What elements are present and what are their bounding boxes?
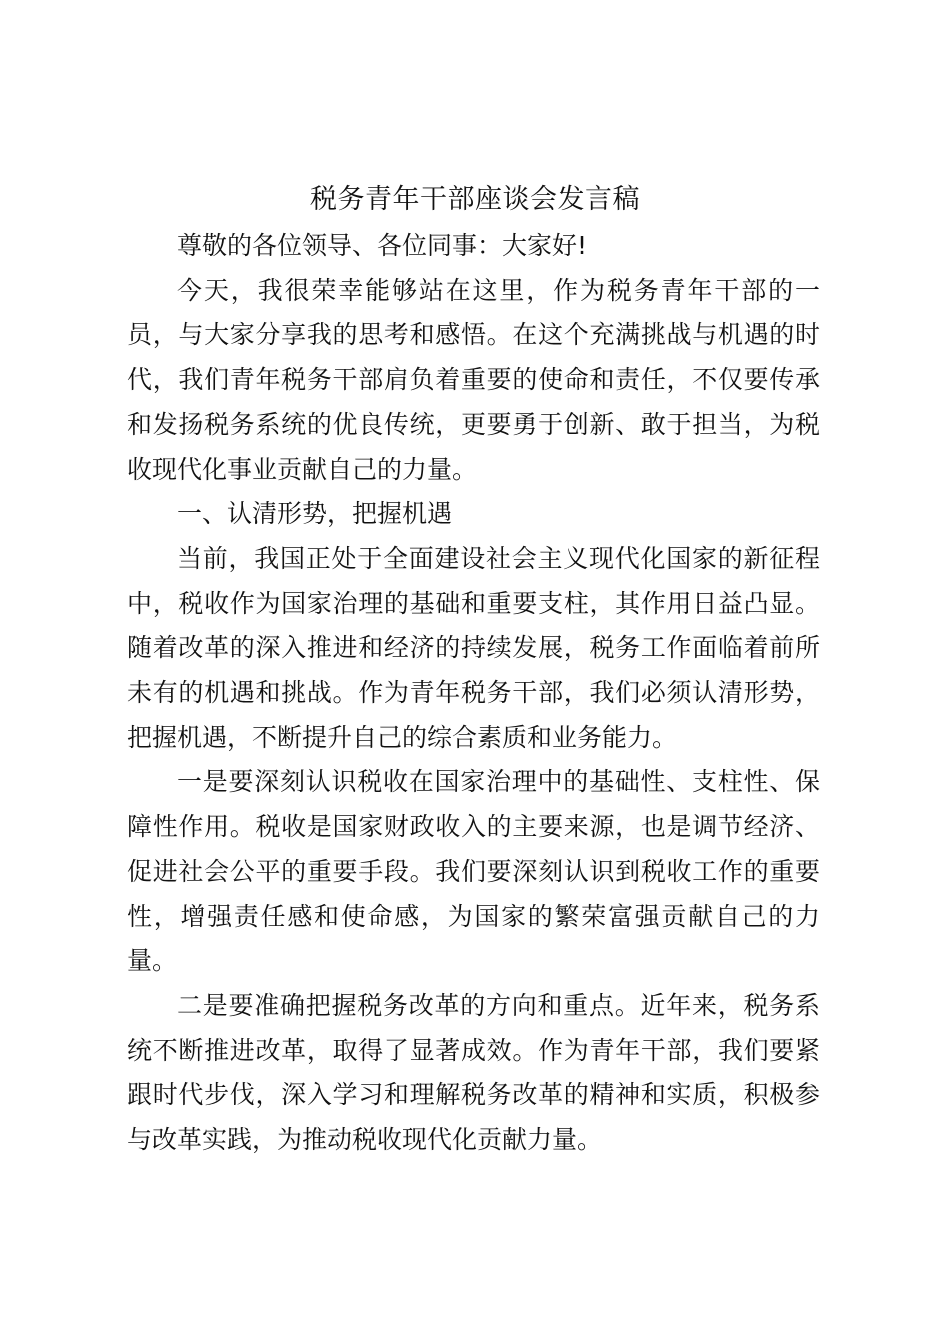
document-title: 税务青年干部座谈会发言稿 (310, 184, 640, 215)
greeting-paragraph: 尊敬的各位领导、各位同事：大家好! (177, 231, 588, 260)
body-paragraph: 一是要深刻认识税收在国家治理中的基础性、支柱性、保障性作用。税收是国家财政收入的主要来源，也是调节经济、促进社会公平的重要手段。我们要深刻认识到税收工作的重要性，增强责任感和使命感，为国家的繁荣富强贡献自己的力量。 (127, 767, 820, 976)
section-heading: 一、认清形势，把握机遇 (177, 499, 453, 529)
body-paragraph: 二是要准确把握税务改革的方向和重点。近年来，税务系统不断推进改革，取得了显著成效。作为青年干部，我们要紧跟时代步伐，深入学习和理解税务改革的精神和实质，积极参与改革实践，为推动税收现代化贡献力量。 (127, 990, 820, 1155)
document-body (127, 224, 820, 1163)
intro-paragraph: 今天，我很荣幸能够站在这里，作为税务青年干部的一员，与大家分享我的思考和感悟。在这个充满挑战与机遇的时代，我们青年税务干部肩负着重要的使命和责任，不仅要传承和发扬税务系统的优良传统，更要勇于创新、敢于担当，为税收现代化事业贡献自己的力量。 (127, 275, 820, 484)
body-paragraph: 当前，我国正处于全面建设社会主义现代化国家的新征程中，税收作为国家治理的基础和重要支柱，其作用日益凸显。随着改革的深入推进和经济的持续发展，税务工作面临着前所未有的机遇和挑战。作为青年税务干部，我们必须认清形势，把握机遇，不断提升自己的综合素质和业务能力。 (127, 543, 820, 752)
